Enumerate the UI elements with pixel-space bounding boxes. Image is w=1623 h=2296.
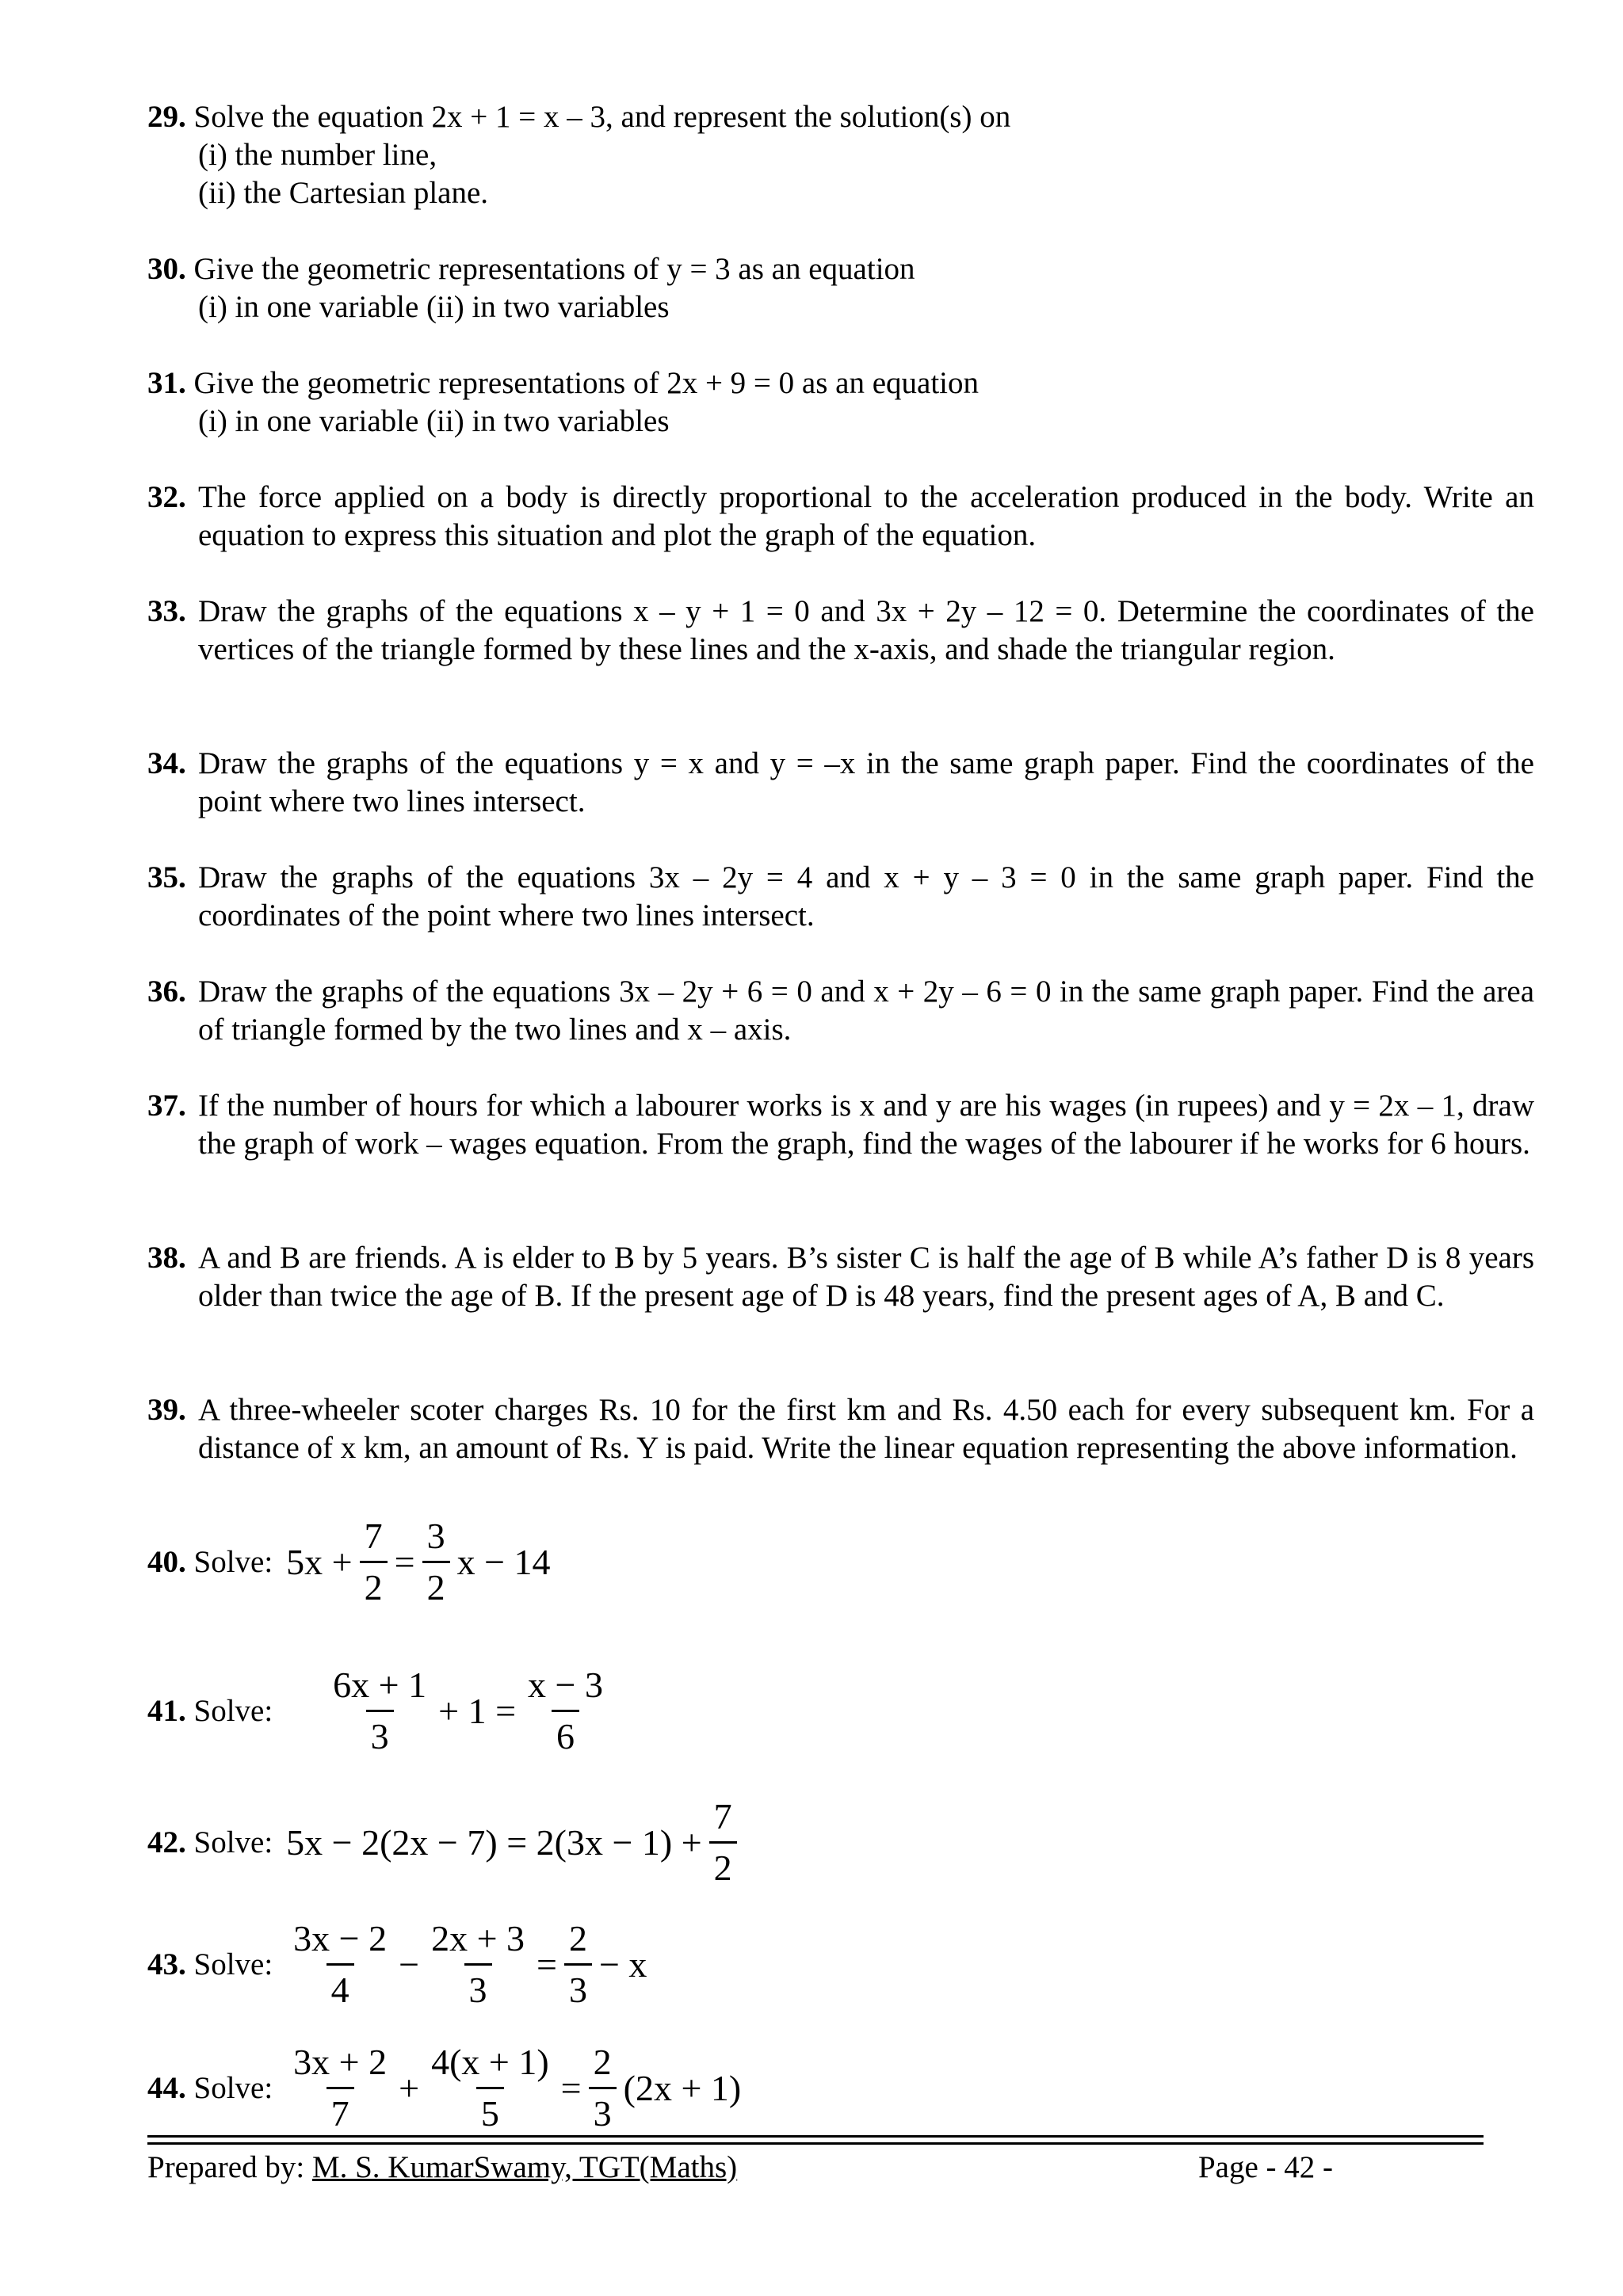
solve-label: Solve: [193, 1825, 273, 1859]
question-text: Give the geometric representations of y = 3 as an equation [193, 252, 915, 286]
equation [284, 2041, 743, 2135]
denominator: 4 [327, 1963, 354, 2012]
denominator: 3 [366, 1710, 394, 1758]
footer-rule-bottom [147, 2142, 1484, 2145]
equation-term: − x [598, 1943, 647, 1985]
question-38 [147, 1239, 1534, 1315]
equals-sign: = [537, 1943, 557, 1985]
question-44 [147, 2041, 743, 2135]
solve-label: Solve: [193, 1947, 273, 1981]
question-number: 38. [147, 1241, 186, 1275]
numerator: 7 [364, 1516, 383, 1556]
question-number: 43. [147, 1947, 186, 1981]
question-text: Draw the graphs of the equations 3x – 2y + 6 = 0 and x + 2y – 6 = 0 in the same graph paper. Find the area of triangle formed by the two lines and x – axis. [198, 974, 1534, 1047]
question-number: 37. [147, 1089, 186, 1123]
question-number: 41. [147, 1693, 186, 1728]
denominator: 3 [589, 2087, 617, 2135]
question-35 [147, 859, 1534, 935]
page-number: Page - 42 - [1197, 2150, 1333, 2184]
question-39 [147, 1391, 1534, 1467]
question-subpart: (ii) the Cartesian plane. [198, 176, 489, 210]
numerator: 3x + 2 [293, 2042, 388, 2082]
numerator: 2 [568, 1918, 587, 1958]
question-number: 40. [147, 1544, 186, 1579]
question-subpart: (i) in one variable (ii) in two variables [198, 404, 670, 438]
numerator: 4(x + 1) [431, 2042, 549, 2082]
question-36 [147, 973, 1534, 1049]
equation-term: 5x − 2(2x − 7) = 2(3x − 1) + [286, 1821, 702, 1863]
equation-term: x − 14 [456, 1541, 551, 1582]
question-34 [147, 745, 1534, 821]
equation-term: (2x + 1) [623, 2067, 742, 2108]
question-number: 29. [147, 100, 186, 134]
question-number: 44. [147, 2070, 186, 2105]
question-30 [147, 250, 1484, 326]
denominator: 3 [564, 1963, 592, 2012]
numerator: x − 3 [528, 1665, 603, 1705]
question-subpart: (i) the number line, [198, 138, 437, 172]
question-text: A three-wheeler scoter charges Rs. 10 for the first km and Rs. 4.50 each for every subsequent km. For a distance of x km, an amount of Rs. Y is paid. Write the linear equation representing the above information. [198, 1393, 1534, 1465]
fraction [422, 1515, 450, 1609]
solve-label: Solve: [193, 1544, 273, 1579]
solve-label: Solve: [193, 2070, 273, 2105]
denominator: 2 [709, 1841, 737, 1890]
fraction [426, 2041, 554, 2135]
question-text: The force applied on a body is directly proportional to the acceleration produced in the body. Write an equation to express this situation and plot the graph of the equation. [198, 480, 1534, 552]
question-text: Draw the graphs of the equations y = x and y = –x in the same graph paper. Find the coordinates of the point where two lines intersect. [198, 746, 1534, 818]
numerator: 2x + 3 [431, 1918, 525, 1958]
page-footer [147, 2149, 1484, 2187]
footer-rule-top [147, 2135, 1484, 2138]
fraction [426, 1917, 529, 2012]
question-text: Draw the graphs of the equations 3x – 2y = 4 and x + y – 3 = 0 in the same graph paper. Find the coordinates of the point where two lines intersect. [198, 860, 1534, 933]
numerator: 6x + 1 [333, 1665, 427, 1705]
question-text: Draw the graphs of the equations x – y + 1 = 0 and 3x + 2y – 12 = 0. Determine the coordinates of the vertices of the triangle formed by these lines and the x-axis, and shade the triangular region. [198, 594, 1534, 666]
question-29 [147, 98, 1484, 212]
equation-term: + 1 = [438, 1690, 517, 1731]
fraction [288, 1917, 391, 2012]
equals-sign: = [394, 1541, 415, 1582]
question-number: 34. [147, 746, 186, 780]
question-number: 35. [147, 860, 186, 894]
equation [284, 1795, 742, 1890]
question-number: 36. [147, 974, 186, 1009]
question-number: 31. [147, 366, 186, 400]
denominator: 7 [327, 2087, 354, 2135]
minus-sign: − [399, 1943, 420, 1985]
equation-term: 5x + [286, 1541, 353, 1582]
question-subpart: (i) in one variable (ii) in two variables [198, 290, 670, 324]
fraction [523, 1664, 608, 1758]
denominator: 6 [552, 1710, 579, 1758]
fraction [564, 1917, 592, 2012]
question-32 [147, 479, 1534, 555]
question-number: 30. [147, 252, 186, 286]
question-37 [147, 1087, 1534, 1163]
fraction [589, 2041, 617, 2135]
question-33 [147, 593, 1534, 669]
question-42 [147, 1795, 742, 1890]
denominator: 5 [476, 2087, 504, 2135]
question-text: A and B are friends. A is elder to B by 5 years. B’s sister C is half the age of B while A’s father D is 8 years older than twice the age of B. If the present age of D is 48 years, find the present ages of A, B and C. [198, 1241, 1534, 1313]
question-number: 32. [147, 480, 186, 514]
question-text: Solve the equation 2x + 1 = x – 3, and represent the solution(s) on [193, 100, 1011, 134]
numerator: 7 [713, 1796, 732, 1836]
denominator: 2 [360, 1561, 388, 1609]
solve-label: Solve: [193, 1693, 273, 1728]
question-text: Give the geometric representations of 2x + 9 = 0 as an equation [193, 366, 980, 400]
question-41 [147, 1664, 613, 1758]
fraction [288, 2041, 391, 2135]
numerator: 2 [593, 2042, 612, 2082]
fraction [709, 1795, 737, 1890]
footer-author: M. S. KumarSwamy, TGT(Maths) [311, 2150, 738, 2184]
equals-sign: = [560, 2067, 582, 2108]
numerator: 3x − 2 [293, 1918, 388, 1958]
question-number: 33. [147, 594, 186, 628]
question-40 [147, 1515, 553, 1609]
denominator: 3 [464, 1963, 492, 2012]
question-number: 42. [147, 1825, 186, 1859]
question-number: 39. [147, 1393, 186, 1427]
fraction [328, 1664, 431, 1758]
question-43 [147, 1917, 649, 2012]
footer-credit [147, 2149, 737, 2187]
question-text: If the number of hours for which a labourer works is x and y are his wages (in rupees) and y = 2x – 1, draw the graph of work – wages equation. From the graph, find the wages of the labourer if he works for 6 hours. [198, 1089, 1534, 1161]
plus-sign: + [399, 2067, 420, 2108]
equation [284, 1917, 649, 2012]
footer-prefix: Prepared by: [147, 2150, 312, 2184]
numerator: 3 [426, 1516, 445, 1556]
equation [323, 1664, 613, 1758]
denominator: 2 [422, 1561, 450, 1609]
question-31 [147, 364, 1484, 441]
equation [284, 1515, 552, 1609]
fraction [360, 1515, 388, 1609]
